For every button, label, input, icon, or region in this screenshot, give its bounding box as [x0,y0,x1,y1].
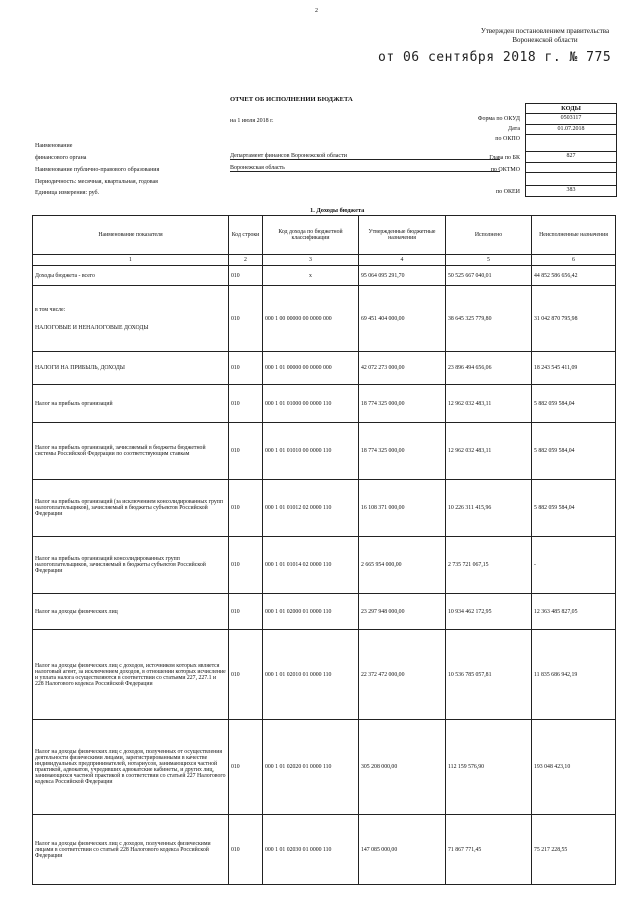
label-okpo: по ОКПО [495,136,520,142]
approved-note [475,27,615,45]
table-row [33,480,616,537]
row-approved: 305 208 000,00 [359,720,446,815]
label-public-entity: Наименование публично-правового образования [35,167,160,173]
label-unit: Единица измерения: руб. [35,190,100,196]
col-header-line-code: Код строки [229,216,263,255]
row-approved: 18 774 325 000,00 [359,423,446,480]
row-line-code: 010 [229,423,263,480]
row-line-code: 010 [229,630,263,720]
table-row [33,630,616,720]
col-header-approved: Утвержденные бюджетные назначения [359,216,446,255]
row-name: Налог на прибыль организаций [33,385,229,423]
row-line-code: 010 [229,352,263,385]
table-body [33,266,616,885]
approved-line-1: Утвержден постановлением правительства [480,27,610,35]
row-rest: 11 835 686 942,19 [532,630,616,720]
row-approved: 18 774 325 000,00 [359,385,446,423]
row-line-code: 010 [229,480,263,537]
label-okei: по ОКЕИ [495,189,520,195]
row-line-code: 010 [229,594,263,630]
code-okei: 383 [566,187,576,194]
row-rest: 5 882 059 584,04 [532,423,616,480]
row-line-code: 010 [229,385,263,423]
decree-stamp: от 06 сентября 2018 г. № 775 [378,50,612,65]
table-row [33,537,616,594]
code-empty [526,173,616,186]
row-done: 71 867 771,45 [446,815,532,885]
row-approved: 23 297 948 000,00 [359,594,446,630]
row-name: Доходы бюджета - всего [33,266,229,286]
code-okud: 0503117 [526,114,616,125]
col-num: 3 [263,255,359,266]
row-done: 2 735 721 067,15 [446,537,532,594]
row-kbk: 000 1 01 02030 01 0000 110 [263,815,359,885]
row-name: Налог на доходы физических лиц с доходов, источником которых является налоговый агент, за исключением доходов, в отношении которых исчисление и уплата налога осуществляются в соответствии со статьями 227, 227.1 и 228 Налогового кодекса Российской Федерации [33,630,229,720]
table-row [33,423,616,480]
codes-header: КОДЫ [526,104,616,114]
row-rest: 75 217 228,55 [532,815,616,885]
col-num: 2 [229,255,263,266]
row-line-code: 010 [229,815,263,885]
code-okpo [526,135,616,152]
row-kbk: 000 1 01 02000 01 0000 110 [263,594,359,630]
table-row [33,815,616,885]
col-header-name: Наименование показателя [33,216,229,255]
row-approved: 2 665 954 000,00 [359,537,446,594]
row-done: 10 226 311 415,96 [446,480,532,537]
finance-organ-value: Департамент финансов Воронежской области [230,153,500,160]
label-okud: Форма по ОКУД [477,116,520,122]
label-finance-organ: финансового органа [35,155,87,161]
row-kbk: 000 1 01 02010 01 0000 110 [263,630,359,720]
row-approved: 69 451 404 000,00 [359,286,446,352]
row-kbk: x [263,266,359,286]
row-rest: 12 363 485 827,05 [532,594,616,630]
row-kbk: 000 1 01 01010 00 0000 110 [263,423,359,480]
income-table [32,215,616,885]
col-header-done: Исполнено [446,216,532,255]
row-rest: 18 243 545 411,09 [532,352,616,385]
row-name: Налог на доходы физических лиц с доходов, полученных физическими лицами в соответствии со статьей 228 Налогового кодекса Российской Федерации [33,815,229,885]
row-line-code: 010 [229,537,263,594]
row-done: 23 896 494 656,06 [446,352,532,385]
label-name: Наименование [35,143,73,149]
row-name: Налог на прибыль организаций (за исключением консолидированных групп налогоплательщиков), зачисляемый в бюджеты субъектов Российской Федерации [33,480,229,537]
row-kbk: 000 1 01 01012 02 0000 110 [263,480,359,537]
row-kbk: 000 1 01 01000 00 0000 110 [263,385,359,423]
row-done: 112 159 576,90 [446,720,532,815]
row-name: НАЛОГИ НА ПРИБЫЛЬ, ДОХОДЫ [33,352,229,385]
table-row [33,720,616,815]
row-line-code: 010 [229,286,263,352]
row-rest: 31 042 870 795,98 [532,286,616,352]
row-done: 12 962 032 483,11 [446,385,532,423]
label-oktmo: по ОКТМО [490,167,520,173]
table-row [33,594,616,630]
code-bk: 827 [526,152,616,163]
row-done: 10 934 462 172,95 [446,594,532,630]
row-approved: 147 085 000,00 [359,815,446,885]
report-title: ОТЧЕТ ОБ ИСПОЛНЕНИИ БЮДЖЕТА [230,96,353,103]
col-header-rest: Неисполненные назначения [532,216,616,255]
row-approved: 16 108 371 000,00 [359,480,446,537]
row-done: 50 525 667 040,01 [446,266,532,286]
col-num: 1 [33,255,229,266]
row-approved: 95 064 095 291,70 [359,266,446,286]
row-done: 10 536 785 057,81 [446,630,532,720]
row-done: 38 645 325 779,80 [446,286,532,352]
approved-line-2: Воронежской области [512,35,578,44]
row-approved: 42 072 273 000,00 [359,352,446,385]
row-kbk: 000 1 01 01014 02 0000 110 [263,537,359,594]
row-rest: 5 882 059 584,04 [532,385,616,423]
row-done: 12 962 032 483,11 [446,423,532,480]
table-row [33,352,616,385]
col-num: 6 [532,255,616,266]
row-rest: - [532,537,616,594]
public-entity-value: Воронежская область [230,165,500,172]
code-oktmo [526,163,616,174]
row-rest: 44 852 586 656,42 [532,266,616,286]
row-kbk: 000 1 00 00000 00 0000 000 [263,286,359,352]
code-date: 01.07.2018 [526,125,616,136]
row-line-code: 010 [229,720,263,815]
row-line-code: 010 [229,266,263,286]
row-kbk: 000 1 01 02020 01 0000 110 [263,720,359,815]
col-num: 4 [359,255,446,266]
table-header-row [33,216,616,255]
label-periodicity: Периодичность: месячная, квартальная, годовая [35,179,158,185]
col-num: 5 [446,255,532,266]
row-rest: 5 882 059 584,04 [532,480,616,537]
label-bk: Глава по БК [489,155,520,161]
row-approved: 22 372 472 000,00 [359,630,446,720]
row-kbk: 000 1 01 00000 00 0000 000 [263,352,359,385]
label-date: Дата [508,126,520,132]
report-date: на 1 июля 2018 г. [230,118,274,124]
table-colnum-row [33,255,616,266]
row-name: в том числе: НАЛОГОВЫЕ И НЕНАЛОГОВЫЕ ДОХОДЫ [33,286,229,352]
row-name: Налог на прибыль организаций консолидированных групп налогоплательщиков, зачисляемый в бюджеты субъектов Российской Федерации [33,537,229,594]
table-row [33,286,616,352]
row-name: Налог на доходы физических лиц [33,594,229,630]
col-header-kbk: Код дохода по бюджетной классификации [263,216,359,255]
row-name: Налог на прибыль организаций, зачисляемый в бюджеты бюджетной системы Российской Федерации по соответствующим ставкам [33,423,229,480]
row-name: Налог на доходы физических лиц с доходов, полученных от осуществления деятельности физическими лицами, зарегистрированными в качестве индивидуальных предпринимателей, нотариусов, занимающихся частной практикой, адвокатов, учредивших адвокатские кабинеты, и других лиц, занимающихся частной практикой в соответствии со статьей 227 Налогового кодекса Российской Федерации [33,720,229,815]
page-number: 2 [315,8,318,14]
codes-box [525,103,617,197]
table-row [33,266,616,286]
table-row [33,385,616,423]
row-rest: 193 048 423,10 [532,720,616,815]
section-title: 1. Доходы бюджета [310,207,365,214]
